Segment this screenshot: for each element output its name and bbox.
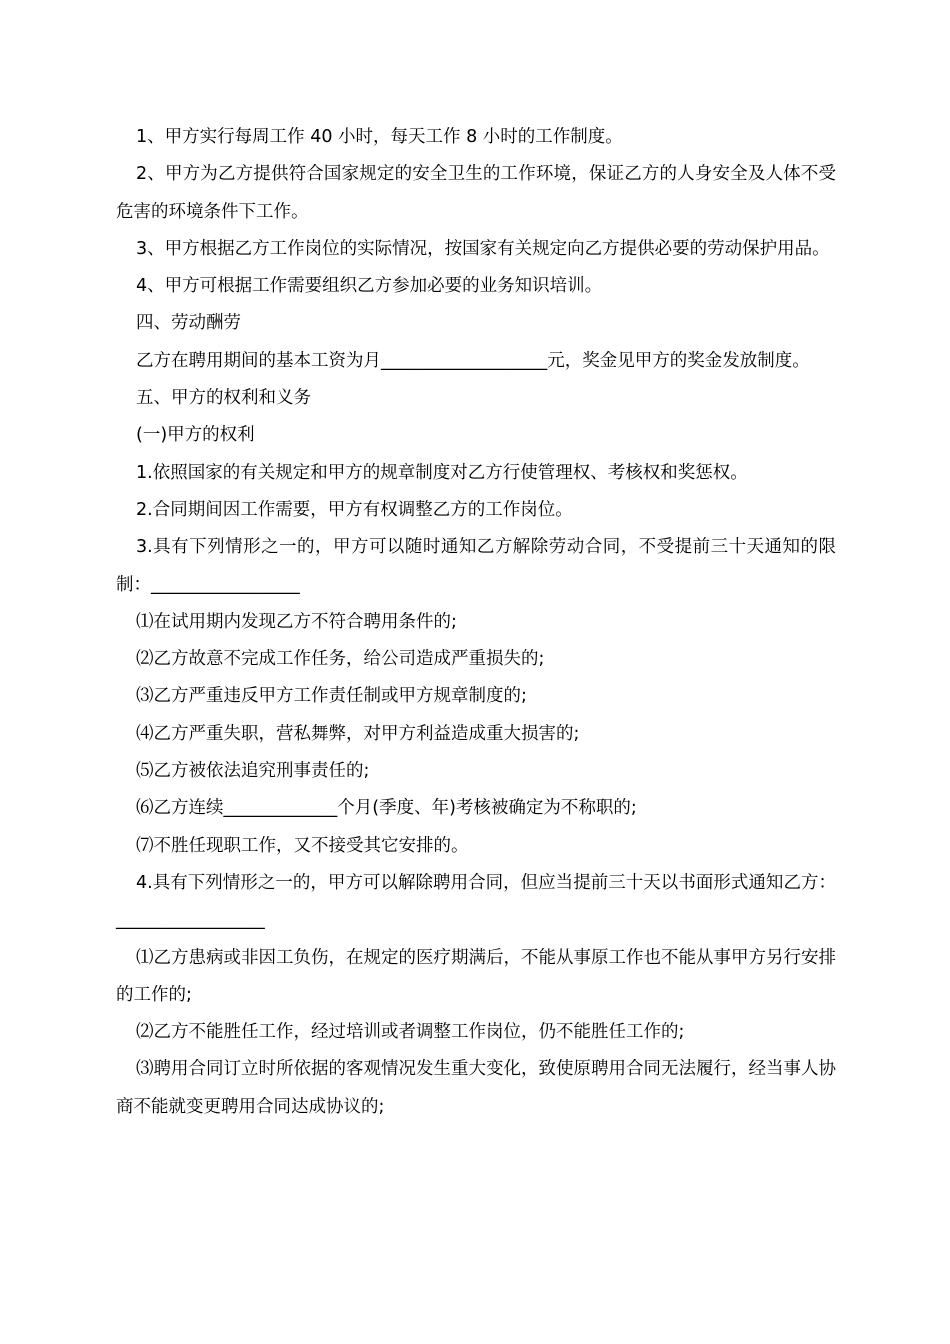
- section-heading-remuneration: 四、劳动酬劳: [136, 313, 241, 334]
- list-item-criminal-liability: ⑸乙方被依法追究刑事责任的;: [136, 761, 370, 782]
- list-item-illness-injury: ⑴乙方患病或非因工负伤，在规定的医疗期满后，不能从事原工作也不能从事甲方另行安排的工作的;: [116, 947, 836, 1005]
- paragraph-training: 4、甲方可根据工作需要组织乙方参加必要的业务知识培训。: [136, 276, 603, 297]
- list-item-probation: ⑴在试用期内发现乙方不符合聘用条件的;: [136, 611, 457, 632]
- list-item-dereliction: ⑷乙方严重失职，营私舞弊，对甲方利益造成重大损害的;: [136, 723, 580, 744]
- paragraph-management-rights: 1.依照国家的有关规定和甲方的规章制度对乙方行使管理权、考核权和奖惩权。: [136, 462, 748, 483]
- list-item-cannot-perform: ⑵乙方不能胜任工作，经过培训或者调整工作岗位，仍不能胜任工作的;: [136, 1022, 685, 1043]
- list-item-rule-violation: ⑶乙方严重违反甲方工作责任制或甲方规章制度的;: [136, 686, 527, 707]
- list-item-incompetent: ⑺不胜任现职工作，又不接受其它安排的。: [136, 835, 469, 856]
- paragraph-protective-equipment: 3、甲方根据乙方工作岗位的实际情况，按国家有关规定向乙方提供必要的劳动保护用品。: [136, 238, 830, 259]
- list-item-circumstance-change: ⑶聘用合同订立时所依据的客观情况发生重大变化，致使原聘用合同无法履行，经当事人协商不能就变更聘用合同达成协议的;: [116, 1059, 836, 1117]
- paragraph-immediate-termination: 3.具有下列情形之一的，甲方可以随时通知乙方解除劳动合同，不受提前三十天通知的限制：_________________: [116, 537, 836, 595]
- paragraph-work-hours: 1、甲方实行每周工作 40 小时，每天工作 8 小时的工作制度。: [136, 127, 623, 147]
- list-item-unqualified-assessment: ⑹乙方连续_____________个月(季度、年)考核被确定为不称职的;: [136, 798, 637, 819]
- list-item-intentional-loss: ⑵乙方故意不完成工作任务，给公司造成严重损失的;: [136, 649, 545, 670]
- paragraph-notice-termination: 4.具有下列情形之一的，甲方可以解除聘用合同，但应当提前三十天以书面形式通知乙方：_________________: [116, 872, 836, 931]
- subsection-heading-party-a-rights: (一)甲方的权利: [136, 425, 255, 446]
- paragraph-safety-environment: 2、甲方为乙方提供符合国家规定的安全卫生的工作环境，保证乙方的人身安全及人体不受危害的环境条件下工作。: [116, 164, 836, 222]
- paragraph-base-salary: 乙方在聘用期间的基本工资为月___________________元，奖金见甲方的奖金发放制度。: [136, 350, 810, 371]
- section-heading-party-a-rights-duties: 五、甲方的权利和义务: [136, 388, 311, 409]
- document-body: [116, 119, 836, 1126]
- paragraph-adjust-position: 2.合同期间因工作需要，甲方有权调整乙方的工作岗位。: [136, 499, 573, 520]
